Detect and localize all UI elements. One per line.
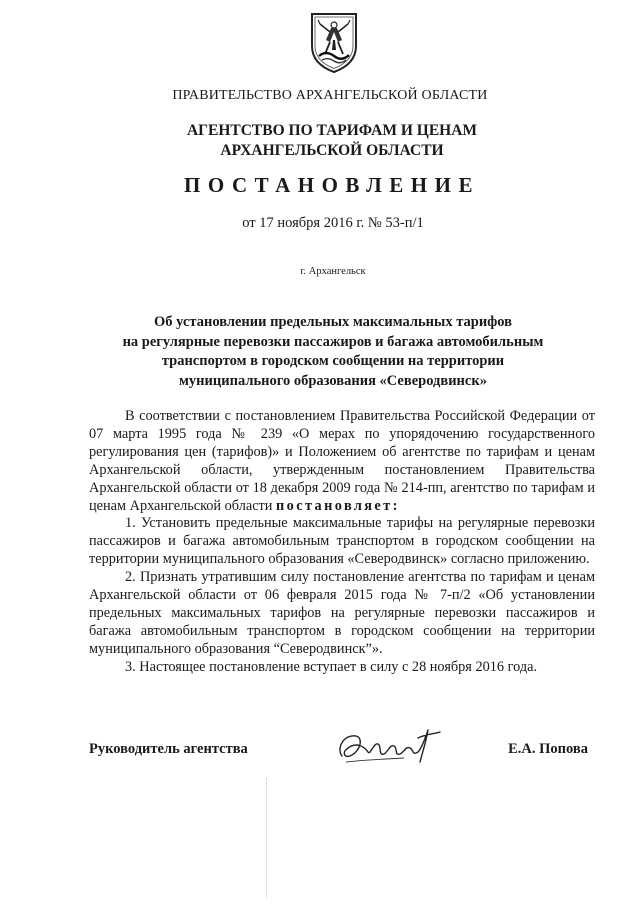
document-body [89, 408, 595, 677]
agency-name-line: АГЕНТСТВО ПО ТАРИФАМ И ЦЕНАМ [186, 122, 478, 139]
preamble-paragraph [89, 408, 595, 515]
title-line: муниципального образования «Северодвинск» [179, 372, 487, 389]
clause-3: 3. Настоящее постановление вступает в силу с 28 ноября 2016 года. [125, 658, 538, 675]
binding-dots [266, 778, 267, 898]
agency-name [0, 121, 640, 161]
agency-name-line: АРХАНГЕЛЬСКОЙ ОБЛАСТИ [220, 142, 444, 159]
handwritten-signature [334, 722, 444, 770]
document-city: г. Архангельск [300, 266, 366, 277]
title-line: Об установлении предельных максимальных тарифов [154, 314, 512, 330]
clause-2: 2. Признать утратившим силу постановление агентства по тарифам и ценам Архангельской области от 06 февраля 2015 года № 7-п/2 «Об установлении предельных максимальных тарифов на регулярные перевозки пассажиров и багажа автомобильным транспортом в городском сообщении на территории муниципального образования “Северодвинск”». [89, 569, 595, 657]
document-title [0, 313, 640, 391]
document-date-number: от 17 ноября 2016 г. № 53-п/1 [242, 215, 424, 231]
government-name: ПРАВИТЕЛЬСТВО АРХАНГЕЛЬСКОЙ ОБЛАСТИ [172, 88, 488, 103]
signatory-name: Е.А. Попова [508, 741, 588, 757]
resolves-word: постановляет: [276, 497, 400, 514]
clause-1: 1. Установить предельные максимальные тарифы на регулярные перевозки пассажиров и багажа автомобильным транспортом в городском сообщении на территории муниципального образования «Северодвинск» согласно приложению. [89, 515, 595, 568]
title-line: на регулярные перевозки пассажиров и багажа автомобильным [122, 333, 544, 350]
title-line: транспортом в городском сообщении на территории [161, 353, 505, 369]
signatory-position: Руководитель агентства [89, 741, 248, 757]
preamble-text: В соответствии с постановлением Правительства Российской Федерации от 07 марта 1995 года № 239 «О мерах по упорядочению государственного регулирования цен (тарифов)» и Положением об агентстве по тарифам и ценам Архангельской области, утвержденным постановлением Правительства Архангельской области от 18 декабря 2009 года № 214-пп, агентство по тарифам и ценам Архангельской области [89, 408, 595, 514]
coat-of-arms-icon [308, 10, 360, 74]
document-type: ПОСТАНОВЛЕНИЕ [184, 173, 480, 197]
